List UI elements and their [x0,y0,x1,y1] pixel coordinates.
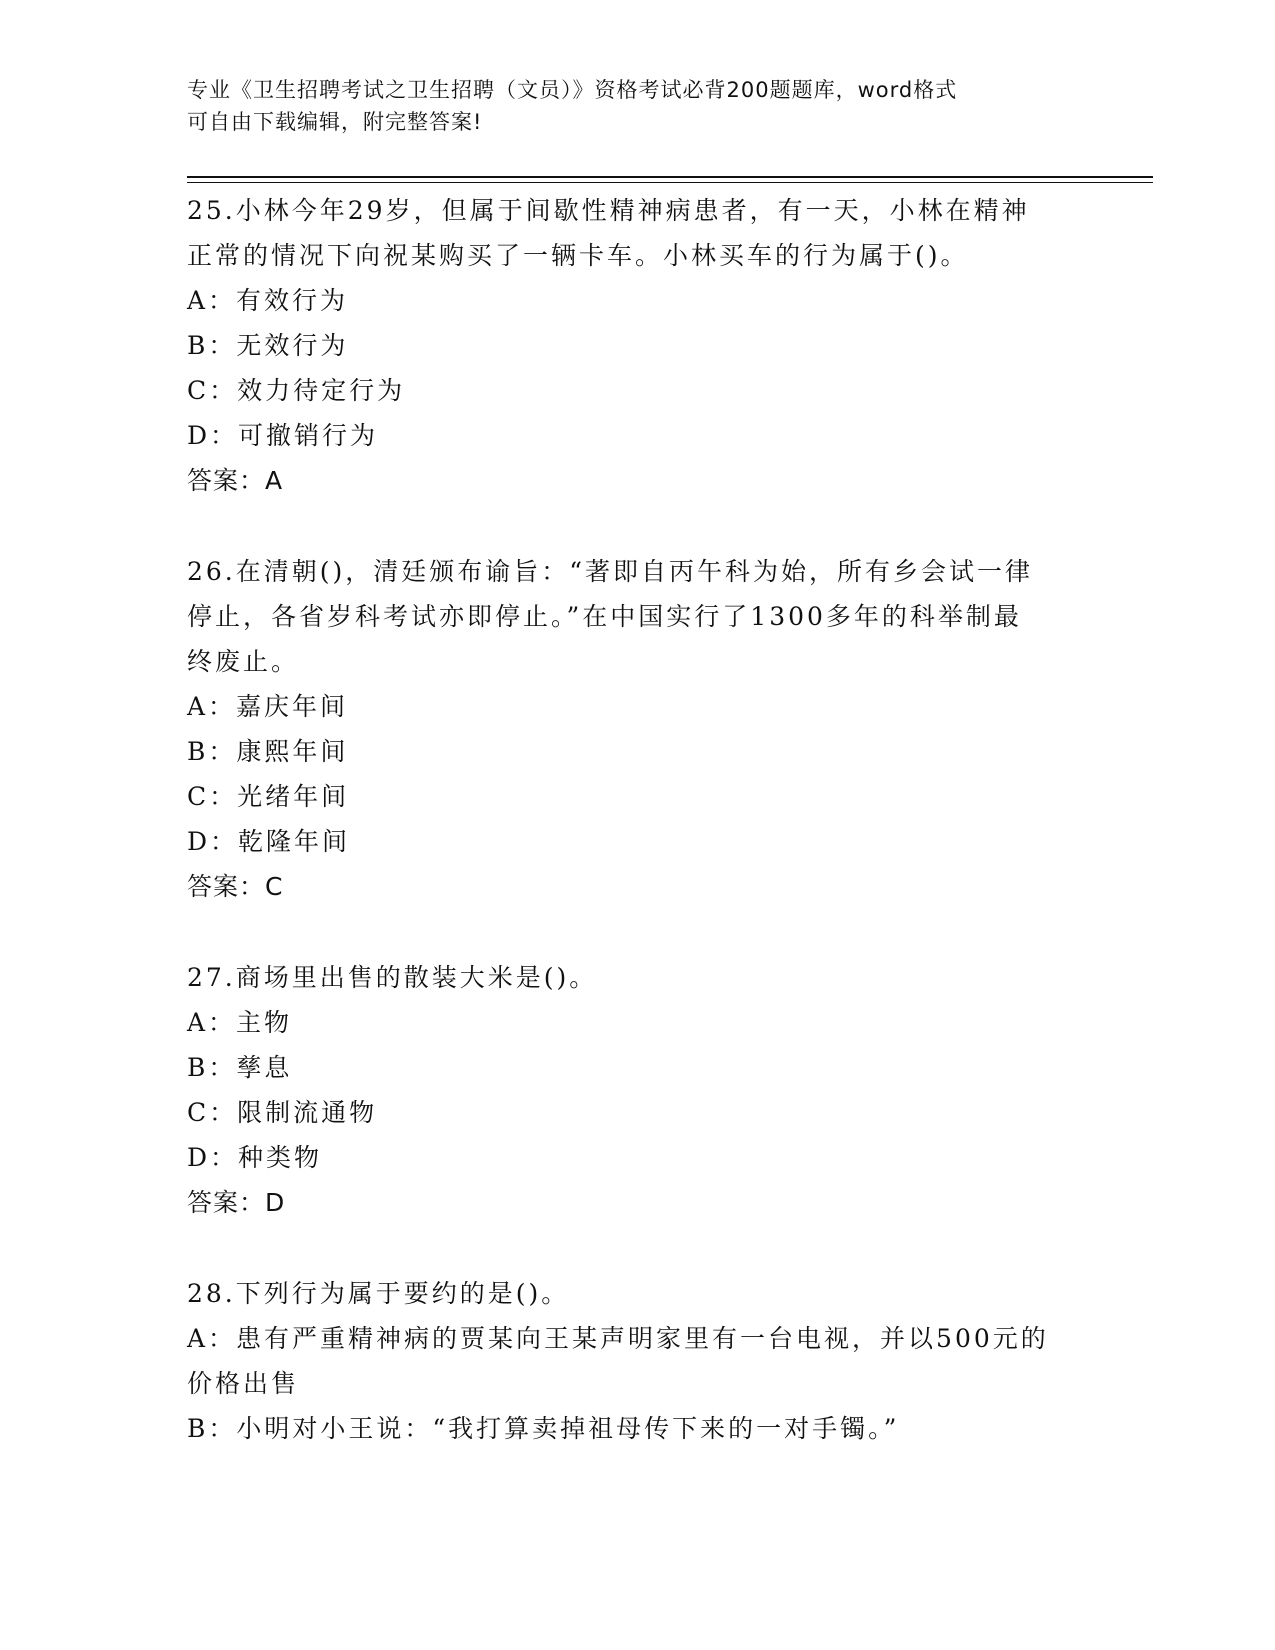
question-28 [187,1271,1087,1451]
option-a: A：主物 [187,1008,293,1037]
option-a: A：嘉庆年间 [187,692,349,721]
header-divider-thin [187,182,1153,183]
answer: 答案：D [187,1188,286,1217]
option-c: C：限制流通物 [187,1098,378,1127]
option-b: B：孳息 [187,1053,293,1082]
question-27 [187,955,1087,1225]
option-d: D：种类物 [187,1143,323,1172]
option-c: C：效力待定行为 [187,376,406,405]
question-list [187,188,1087,1497]
document-header [187,74,1067,138]
option-a: A：有效行为 [187,286,349,315]
question-26 [187,549,1087,909]
answer: 答案：C [187,872,284,901]
question-text: 26.在清朝()，清廷颁布谕旨：“著即自丙午科为始，所有乡会试一律 [187,557,1034,586]
option-b: B：康熙年间 [187,737,349,766]
question-25 [187,188,1087,503]
answer: 答案：A [187,466,284,495]
option-d: D：可撤销行为 [187,421,379,450]
question-text: 25.小林今年29岁，但属于间歇性精神病患者，有一天，小林在精神 [187,196,1030,225]
option-b: B：无效行为 [187,331,349,360]
question-text: 27.商场里出售的散装大米是()。 [187,963,598,992]
question-text: 终废止。 [187,647,300,676]
option-a-continued: 价格出售 [187,1369,300,1398]
option-c: C：光绪年间 [187,782,350,811]
option-b: B：小明对小王说：“我打算卖掉祖母传下来的一对手镯。” [187,1414,900,1443]
question-text: 正常的情况下向祝某购买了一辆卡车。小林买车的行为属于()。 [187,241,969,270]
question-text: 停止，各省岁科考试亦即停止。”在中国实行了1300多年的科举制最 [187,602,1022,631]
option-a: A：患有严重精神病的贾某向王某声明家里有一台电视，并以500元的 [187,1324,1049,1353]
header-title-line-1: 专业《卫生招聘考试之卫生招聘（文员）》资格考试必背200题题库，word格式 [187,78,958,102]
option-d: D：乾隆年间 [187,827,351,856]
question-text: 28.下列行为属于要约的是()。 [187,1279,570,1308]
header-title-line-2: 可自由下载编辑，附完整答案! [187,110,483,134]
header-divider-thick [187,176,1153,178]
